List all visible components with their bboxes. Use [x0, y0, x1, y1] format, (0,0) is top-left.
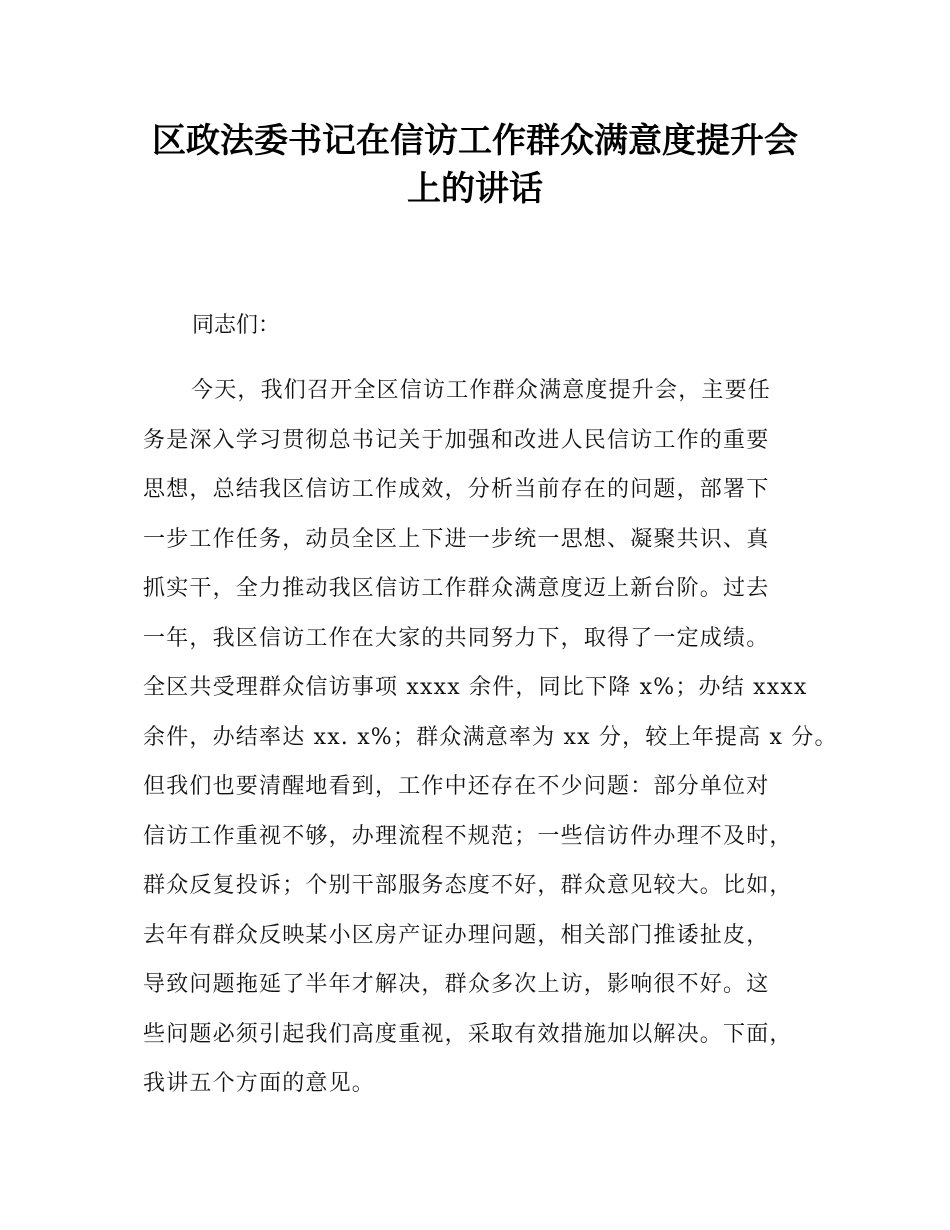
paragraph-line: 思想，总结我区信访工作成效，分析当前存在的问题，部署下: [143, 477, 770, 502]
paragraph-line: 导致问题拖延了半年才解决，群众多次上访，影响很不好。这: [143, 972, 770, 997]
paragraph-line: 一年，我区信访工作在大家的共同努力下，取得了一定成绩。: [143, 625, 770, 651]
paragraph-line: 一步工作任务，动员全区上下进一步统一思想、凝聚共识、真: [143, 526, 770, 552]
paragraph-line: 抓实干，全力推动我区信访工作群众满意度迈上新台阶。过去: [143, 576, 770, 601]
paragraph-line: 我讲五个方面的意见。: [143, 1071, 376, 1096]
paragraph-line: 些问题必须引起我们高度重视，采取有效措施加以解决。下面，: [143, 1021, 793, 1047]
paragraph-line: 群众反复投诉；个别干部服务态度不好，群众意见较大。比如，: [143, 873, 793, 898]
paragraph-line: 余件，办结率达 xx. x%；群众满意率为 xx 分，较上年提高 x 分。: [143, 724, 838, 750]
paragraph-line: 信访工作重视不够，办理流程不规范；一些信访件办理不及时，: [143, 823, 793, 849]
greeting: 同志们：: [192, 313, 281, 338]
paragraph-line: 全区共受理群众信访事项 xxxx 余件，同比下降 x%；办结 xxxx: [143, 675, 808, 700]
document-title-line-2: 上的讲话: [407, 169, 543, 209]
paragraph-line: 今天，我们召开全区信访工作群众满意度提升会，主要任: [191, 378, 772, 403]
paragraph-line: 务是深入学习贯彻总书记关于加强和改进人民信访工作的重要: [143, 427, 770, 453]
paragraph-line: 去年有群众反映某小区房产证办理问题，相关部门推诿扯皮，: [143, 922, 770, 948]
paragraph-line: 但我们也要清醒地看到，工作中还存在不少问题：部分单位对: [143, 774, 770, 799]
body-paragraph: [143, 366, 843, 1109]
document-title-line-1: 区政法委书记在信访工作群众满意度提升会: [152, 121, 798, 161]
